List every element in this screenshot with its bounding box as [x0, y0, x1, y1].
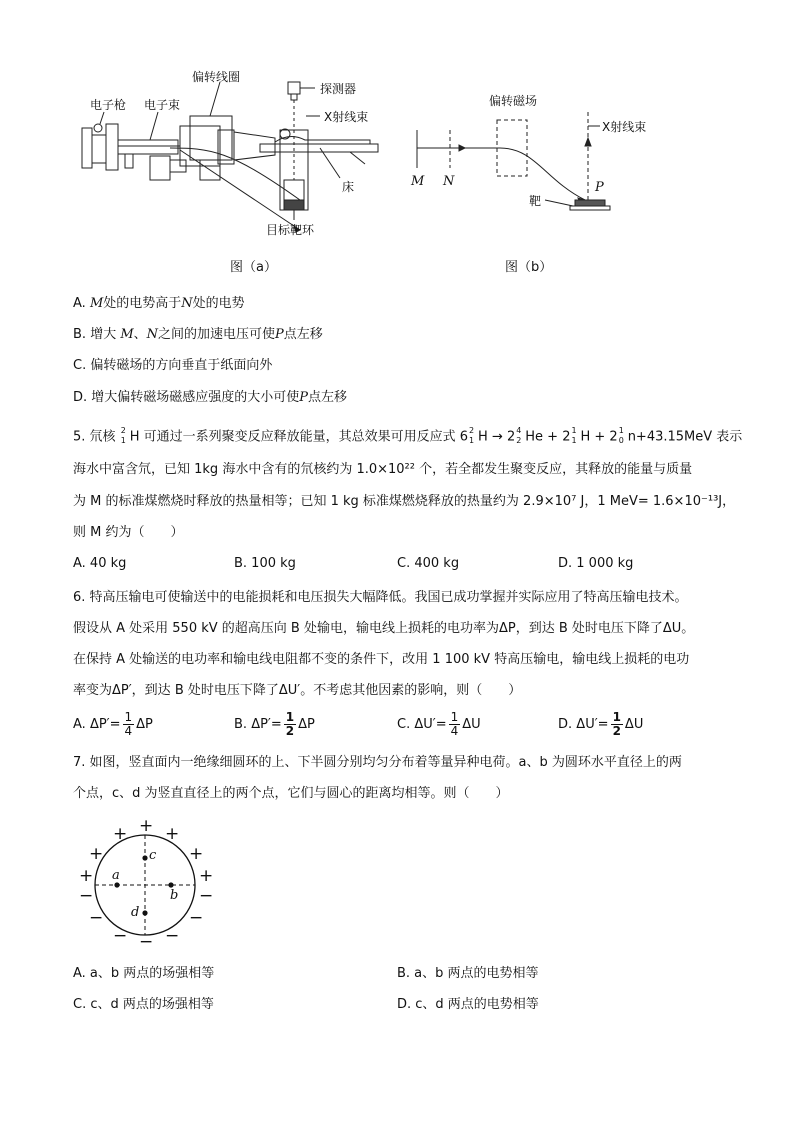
label-electron-beam: 电子束 — [144, 98, 181, 112]
q7-line-1: 7. 如图，竖直面内一绝缘细圆环的上、下半圆分别均匀分布着等量异种电荷。a、b 为圆环水平直径上的两 — [73, 755, 682, 770]
q7-line-2: 个点，c、d 为竖直直径上的两个点，它们与圆心的距离均相等。则（ ） — [73, 786, 509, 801]
q7-option-a: A. a、b 两点的场强相等 — [73, 966, 215, 981]
minus-sign: − — [139, 932, 154, 952]
q6-line-2: 假设从 A 处采用 550 kV 的超高压向 B 处输电，输电线上损耗的电功率为ΔP，到达 B 处时电压下降了ΔU。 — [73, 621, 695, 636]
q4-option-b: B. 增大 M、N之间的加速电压可使P点左移 — [73, 327, 323, 342]
q5-line-2: 海水中富含氘，已知 1kg 海水中含有的氘核约为 1.0×10²² 个，若全都发生聚变反应，其释放的能量与质量 — [73, 462, 693, 477]
label-bed: 床 — [342, 180, 355, 194]
q6-line-1: 6. 特高压输电可使输送中的电能损耗和电压损失大幅降低。我国已成功掌握并实际应用了特高压输电技术。 — [73, 590, 688, 605]
q4-option-c: C. 偏转磁场的方向垂直于纸面向外 — [73, 358, 273, 373]
q5-option-a: A. 40 kg — [73, 556, 127, 571]
q6-line-4: 率变为ΔP′，到达 B 处时电压下降了ΔU′。不考虑其他因素的影响，则（ ） — [73, 683, 522, 698]
minus-sign: − — [189, 908, 204, 928]
q7-ring-figure — [75, 818, 215, 953]
label-N: N — [443, 174, 455, 189]
figure-b-caption: 图（b） — [505, 260, 553, 275]
label-M: M — [411, 174, 425, 189]
figure-b — [405, 60, 705, 280]
q4-option-a: A. M处的电势高于N处的电势 — [73, 296, 245, 311]
plus-sign: + — [199, 866, 214, 886]
label-xray-beam-b: X射线束 — [602, 120, 647, 134]
figure-b-drawing — [405, 60, 705, 280]
label-P: P — [595, 180, 604, 195]
figure-a — [70, 60, 400, 280]
point-label-c: c — [149, 848, 157, 863]
point-label-d: d — [131, 905, 140, 920]
plus-sign: + — [189, 844, 204, 864]
point-label-b: b — [170, 888, 179, 903]
label-xray-beam: X射线束 — [324, 110, 369, 124]
q6-option-d: D. ΔU′= $\frac{1}{2}$ ΔU — [558, 710, 644, 738]
label-deflection-field: 偏转磁场 — [489, 94, 538, 108]
plus-sign: + — [79, 866, 94, 886]
minus-sign: − — [165, 926, 180, 946]
label-target: 靶 — [529, 194, 542, 208]
minus-sign: − — [113, 926, 128, 946]
minus-sign: − — [199, 886, 214, 906]
q5-line-1: 5. 氘核 2 1 H 可通过一系列聚变反应释放能量，其总效果可用反应式 6 2 1 H → 2 4 2 He + 2 1 1 H + 2 1 0 n+43.15MeV 表示 — [73, 426, 743, 445]
q7-option-b: B. a、b 两点的电势相等 — [397, 966, 539, 981]
plus-sign: + — [113, 824, 128, 844]
q6-option-c: C. ΔU′= $\frac{1}{4}$ ΔU — [397, 710, 481, 738]
q5-option-b: B. 100 kg — [234, 556, 296, 571]
label-deflection-coil: 偏转线圈 — [192, 70, 241, 84]
q6-option-b: B. ΔP′= $\frac{1}{2}$ ΔP — [234, 710, 315, 738]
q4-option-d: D. 增大偏转磁场磁感应强度的大小可使P点左移 — [73, 390, 348, 405]
label-electron-gun: 电子枪 — [90, 98, 127, 112]
q5-option-c: C. 400 kg — [397, 556, 460, 571]
point-label-a: a — [112, 868, 120, 883]
label-detector: 探测器 — [320, 82, 357, 96]
figure-a-caption: 图（a） — [230, 260, 277, 275]
q5-option-d: D. 1 000 kg — [558, 556, 634, 571]
label-target-ring: 目标靶环 — [266, 223, 315, 237]
plus-sign: + — [165, 824, 180, 844]
q7-option-d: D. c、d 两点的电势相等 — [397, 997, 539, 1012]
q6-line-3: 在保持 A 处输送的电功率和输电线电阻都不变的条件下，改用 1 100 kV 特高压输电，输电线上损耗的电功 — [73, 652, 690, 667]
minus-sign: − — [89, 908, 104, 928]
plus-sign: + — [139, 816, 154, 836]
q6-option-a: A. ΔP′= $\frac{1}{4}$ ΔP — [73, 710, 153, 738]
q7-option-c: C. c、d 两点的场强相等 — [73, 997, 214, 1012]
q5-line-3: 为 M 的标准煤燃烧时释放的热量相等；已知 1 kg 标准煤燃烧释放的热量约为 2.9×10⁷ J，1 MeV= 1.6×10⁻¹³J， — [73, 494, 736, 509]
q5-line-4: 则 M 约为（ ） — [73, 525, 184, 540]
plus-sign: + — [89, 844, 104, 864]
minus-sign: − — [79, 886, 94, 906]
